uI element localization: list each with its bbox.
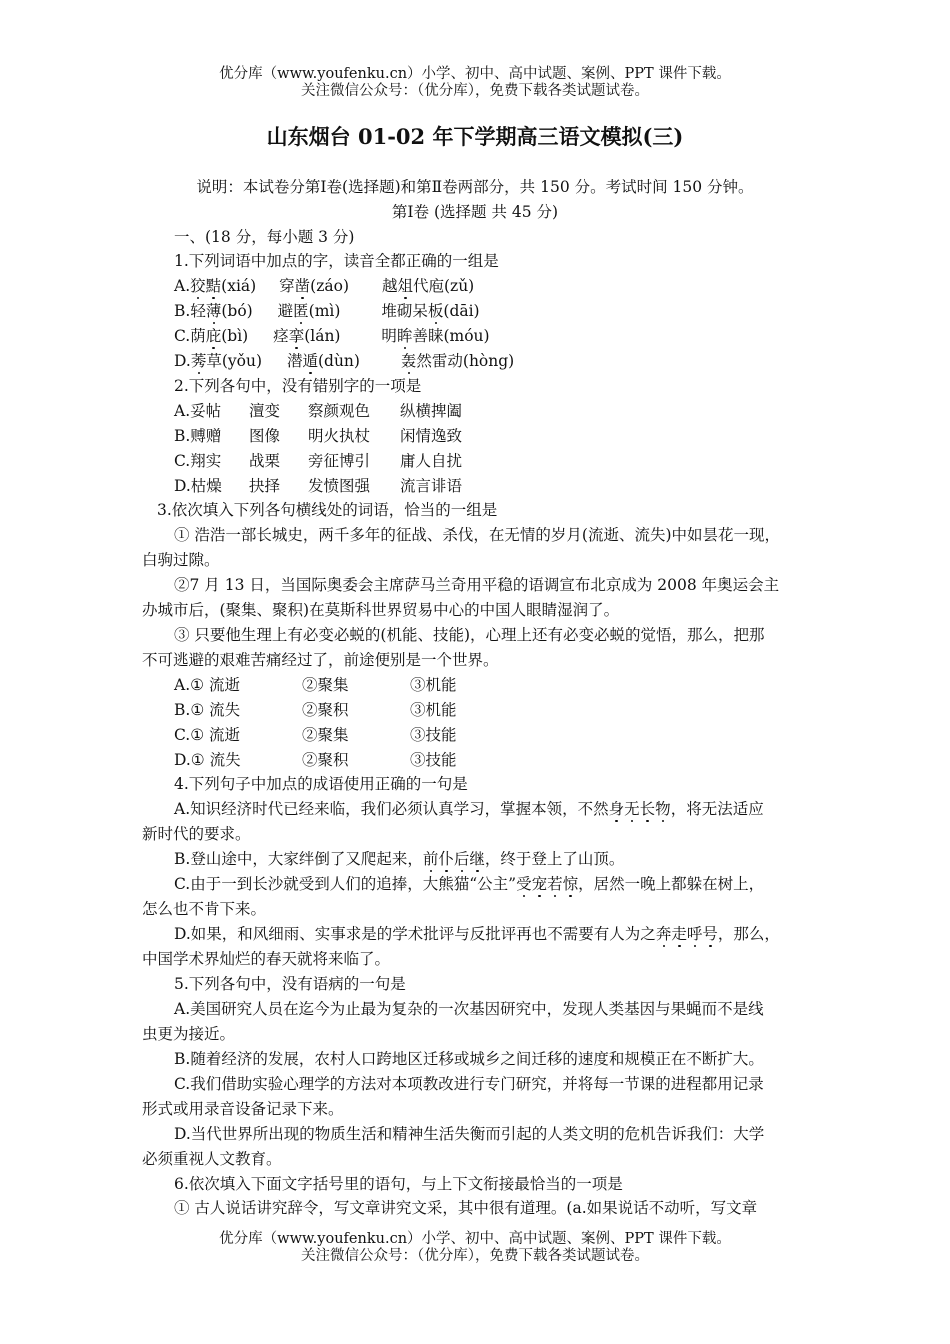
q5-option-a: A.美国研究人员在迄今为止最为复杂的一次基因研究中，发现人类基因与果蝇而不是线 [174,1000,764,1018]
q2-stem: 2.下列各句中，没有错别字的一项是 [174,377,422,395]
q5-option-a-cont: 虫更为接近。 [142,1025,236,1043]
q4-b-idiom: 前仆后继 [422,850,485,868]
page-footer [0,1231,950,1265]
q6-stem: 6.依次填入下面文字括号里的语句，与上下文衔接最恰当的一项是 [174,1175,623,1193]
q4-d-idiom: 奔走呼号 [655,925,718,943]
page-title: 山东烟台 01-02 年下学期高三语文模拟(三) [266,124,684,149]
q4-stem: 4.下列句子中加点的成语使用正确的一句是 [174,775,468,793]
part-one-heading: 第Ⅰ卷 (选择题 共 45 分) [391,203,559,221]
q4-option-c-cont: 怎么也不肯下来。 [142,900,267,918]
q3-sentence-1: ① 浩浩一部长城史，两千多年的征战、杀伐，在无情的岁月(流逝、流失)中如昙花一现， [174,526,781,544]
q3-sentence-2-cont: 办城市后，(聚集、聚积)在莫斯科世界贸易中心的中国人眼睛湿润了。 [142,601,620,619]
q3-sentence-2: ②7 月 13 日，当国际奥委会主席萨马兰奇用平稳的语调宣布北京成为 2008 年奥运会主 [174,576,780,594]
q4-a-idiom: 身无长物 [608,800,671,818]
q5-option-d-cont: 必须重视人文教育。 [142,1150,282,1168]
q1-option-d: D.莠草(yǒu) 潜遁(dùn) 轰然雷动(hòng) [174,352,515,370]
q3-sentence-1-cont: 白驹过隙。 [142,551,220,569]
q4-option-c: C.由于一到长沙就受到人们的追捧，大熊猫“公主”受宠若惊，居然一晚上都躲在树上， [174,875,765,893]
q1-option-c: C.荫庇(bì) 痉挛(lán) 明眸善睐(móu) [174,327,490,345]
footer-line-2: 关注微信公众号：（优分库），免费下载各类试题试卷。 [301,1248,649,1264]
q4-option-a: A.知识经济时代已经来临，我们必须认真学习，掌握本领，不然身无长物，将无法适应 [174,800,764,818]
q5-option-c: C.我们借助实验心理学的方法对本项教改进行专门研究，并将每一节课的进程都用记录 [174,1075,764,1093]
q3-stem: 3.依次填入下列各句横线处的词语，恰当的一组是 [157,501,498,519]
q1-option-b: B.轻薄(bó) 避匿(mì) 堆砌呆板(dāi) [174,302,480,320]
q5-option-c-cont: 形式或用录音设备记录下来。 [142,1100,344,1118]
q4-option-d: D.如果，和风细雨、实事求是的学术批评与反批评再也不需要有人为之奔走呼号，那么， [174,925,780,943]
q5-option-b: B.随着经济的发展，农村人口跨地区迁移或城乡之间迁移的速度和规模正在不断扩大。 [174,1050,764,1068]
q3-sentence-3-cont: 不可逃避的艰难苦痛经过了，前途便别是一个世界。 [142,651,499,669]
footer-line-1: 优分库（www.youfenku.cn）小学、初中、高中试题、案例、PPT 课件下载。 [219,1231,731,1247]
q1-option-a: A.狡黠(xiá) 穿凿(záo) 越俎代庖(zǔ) [174,277,475,295]
q3-sentence-3: ③ 只要他生理上有必变必蜕的(机能、技能)，心理上还有必变必蜕的觉悟，那么，把那 [174,626,765,644]
section-one-heading: 一、(18 分，每小题 3 分) [174,228,355,246]
q1-stem: 1.下列词语中加点的字，读音全都正确的一组是 [174,252,499,270]
header-line-2: 关注微信公众号：（优分库），免费下载各类试题试卷。 [301,83,649,99]
q6-sentence-1: ① 古人说话讲究辞令，写文章讲究文采，其中很有道理。(a.如果说话不动听，写文章 [174,1199,758,1217]
page-header [0,66,950,100]
q4-option-b: B.登山途中，大家绊倒了又爬起来，前仆后继，终于登上了山顶。 [174,850,625,868]
header-line-1: 优分库（www.youfenku.cn）小学、初中、高中试题、案例、PPT 课件下载。 [219,66,731,82]
q5-option-d: D.当代世界所出现的物质生活和精神生活失衡而引起的人类文明的危机告诉我们：大学 [174,1125,765,1143]
exam-note: 说明：本试卷分第Ⅰ卷(选择题)和第Ⅱ卷两部分，共 150 分。考试时间 150 分钟。 [196,178,754,196]
q5-stem: 5.下列各句中，没有语病的一句是 [174,975,406,993]
q4-option-a-cont: 新时代的要求。 [142,825,251,843]
q4-option-d-cont: 中国学术界灿烂的春天就将来临了。 [142,950,391,968]
q4-c-idiom: 受宠若惊 [516,875,579,893]
